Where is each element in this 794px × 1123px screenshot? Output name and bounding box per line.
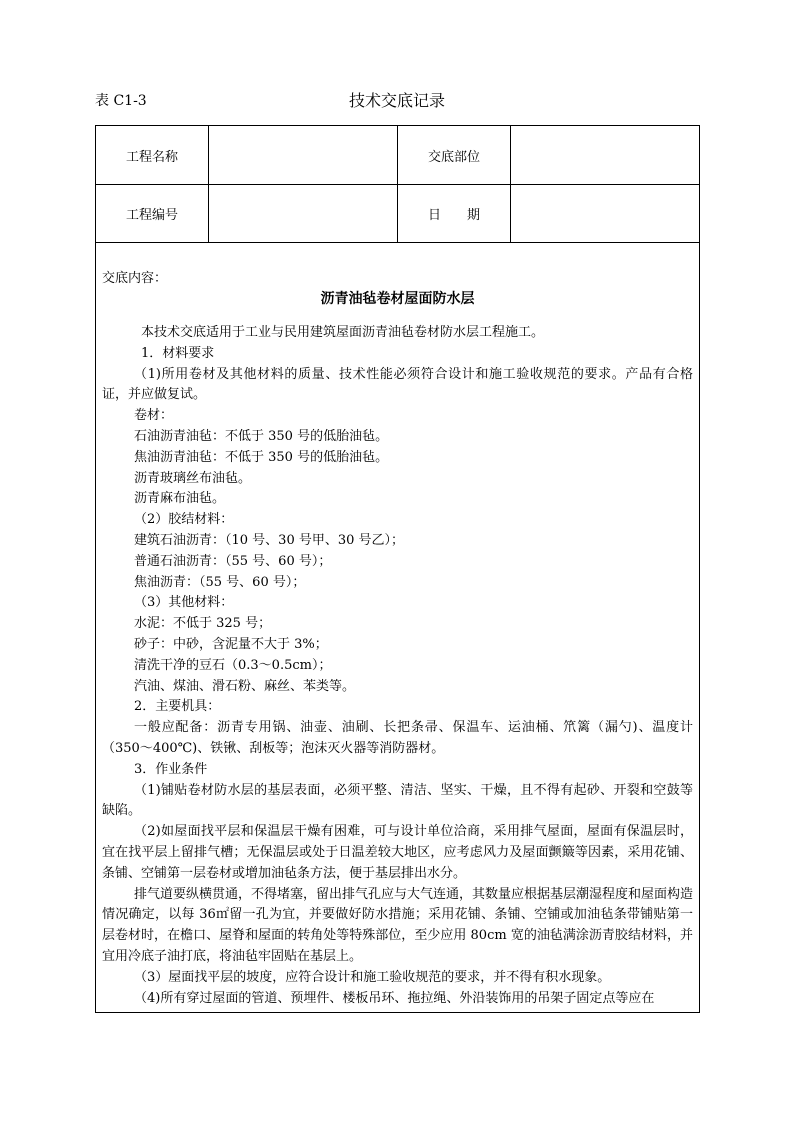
- paragraph: （3）其他材料：: [134, 595, 234, 611]
- paragraph: （2)如屋面找平层和保温层干燥有困难，可与设计单位洽商，采用排气屋面，屋面有保温层时，宜在找平层上留排气槽；无保温层或处于日温差较大地区，应考虑风力及屋面颤簸等因素，采用花铺、条铺、空铺第一层卷材或增加油毡条方法，便于基层排出水分。: [102, 824, 693, 881]
- paragraph: 焦油沥青油毡：不低于 350 号的低胎油毡。: [134, 449, 389, 465]
- paragraph: （4)所有穿过屋面的管道、预埋件、楼板吊环、拖拉绳、外沿装饰用的吊架子固定点等应在: [134, 990, 655, 1006]
- document-title: 沥青油毡卷材屋面防水层: [320, 291, 475, 307]
- section-heading: 3．作业条件: [134, 761, 208, 777]
- info-row-2: [96, 185, 699, 243]
- location-label: 交底部位: [398, 126, 511, 184]
- form-code: 表 C1-3: [95, 93, 147, 109]
- paragraph: 本技术交底适用于工业与民用建筑屋面沥青油毡卷材防水层工程施工。: [141, 325, 545, 340]
- paragraph: 清洗干净的豆石（0.3～0.5cm）；: [134, 657, 332, 673]
- project-name-field[interactable]: [209, 126, 398, 184]
- paragraph: 砂子：中砂，含泥量不大于 3%；: [134, 636, 328, 652]
- paragraph: （1)铺贴卷材防水层的基层表面，必须平整、清洁、坚实、干燥，且不得有起砂、开裂和空鼓等缺陷。: [102, 782, 693, 819]
- info-row-1: [96, 126, 699, 185]
- project-name-label: 工程名称: [96, 126, 209, 184]
- paragraph: 石油沥青油毡：不低于 350 号的低胎油毡。: [134, 428, 389, 444]
- paragraph: 沥青玻璃丝布油毡。: [134, 470, 252, 486]
- section-heading: 2．主要机具：: [134, 699, 221, 715]
- content-label: 交底内容：: [102, 271, 168, 286]
- paragraph: 普通石油沥青：（55 号、60 号）；: [134, 553, 332, 569]
- date-label: 日 期: [398, 185, 511, 242]
- project-number-label: 工程编号: [96, 185, 209, 242]
- content-body: [102, 323, 693, 1009]
- paragraph: 沥青麻布油毡。: [134, 491, 226, 507]
- paragraph: 一般应配备：沥青专用锅、油壶、油刷、长把条帚、保温车、运油桶、笊篱（漏勺)、温度计（350～400℃)、铁锹、刮板等；泡沫灭火器等消防器材。: [102, 720, 693, 756]
- paragraph: 排气道要纵横贯通，不得堵塞，留出排气孔应与大气连通，其数量应根据基层潮湿程度和屋面构造情况确定，以每 36㎡留一孔为宜，并要做好防水措施；采用花铺、条铺、空铺或加油毡条带铺贴第一层卷材时，在檐口、屋脊和屋面的转角处等特殊部位，至少应用 80cm 宽的油毡满涂沥青胶结材料，并宜用冷底子油打底，将油毡牢固贴在基层上。: [102, 886, 694, 964]
- paragraph: （1)所用卷材及其他材料的质量、技术性能必须符合设计和施工验收规范的要求。产品有合格证，并应做复试。: [102, 366, 693, 403]
- section-heading: 1．材料要求: [141, 345, 215, 361]
- paragraph: 建筑石油沥青：（10 号、30 号甲、30 号乙）；: [134, 532, 405, 548]
- date-field[interactable]: [511, 185, 699, 242]
- paragraph: 水泥：不低于 325 号；: [134, 616, 272, 632]
- paragraph: （3）屋面找平层的坡度，应符合设计和施工验收规范的要求，并不得有积水现象。: [134, 969, 611, 985]
- record-form: [95, 125, 700, 1013]
- content-area: [96, 243, 699, 1012]
- location-field[interactable]: [511, 126, 699, 184]
- page-title: 技术交底记录: [348, 91, 445, 110]
- paragraph: 焦油沥青：（55 号、60 号）；: [134, 574, 306, 590]
- project-number-field[interactable]: [209, 185, 398, 242]
- paragraph: 汽油、煤油、滑石粉、麻丝、苯类等。: [134, 678, 356, 694]
- paragraph: 卷材：: [134, 408, 174, 424]
- paragraph: （2）胶结材料：: [134, 512, 234, 528]
